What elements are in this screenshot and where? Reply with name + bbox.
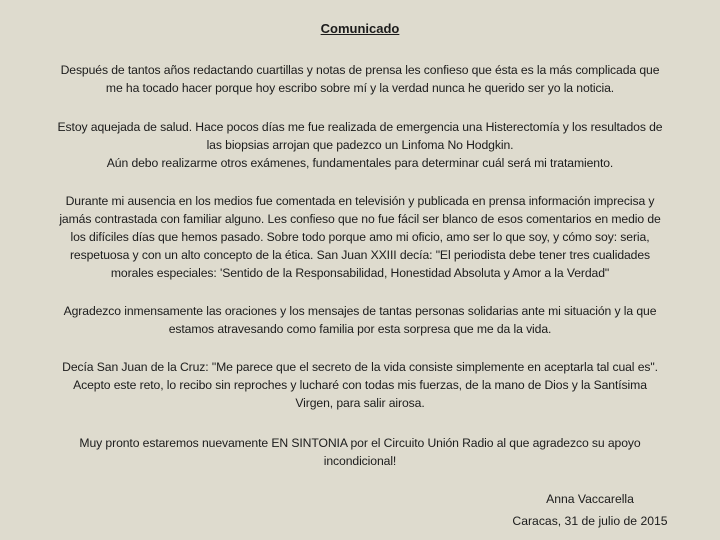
paragraph-line: respetuosa y con un alto concepto de la ética. San Juan XXIII decía: "El periodista debe tener tres cualidades (69, 248, 651, 262)
paragraph-thanks (30, 302, 690, 338)
paragraph-line: me ha tocado hacer porque hoy escribo sobre mí y la verdad nunca he querido ser yo la noticia. (105, 81, 615, 95)
paragraph-intro (30, 61, 690, 97)
paragraph-line: estamos atravesando como familia por esta sorpresa que me da la vida. (168, 322, 552, 336)
paragraph-line: Estoy aquejada de salud. Hace pocos días me fue realizada de emergencia una Histerectomía y los resultados de (57, 120, 663, 134)
paragraph-exams (30, 154, 690, 172)
signature-place-date: Caracas, 31 de julio de 2015 (512, 514, 668, 528)
paragraph-line: Después de tantos años redactando cuartillas y notas de prensa les confieso que ésta es la más complicada que (60, 63, 660, 77)
paragraph-line: los difíciles días que hemos pasado. Sobre todo porque amo mi oficio, amo ser lo que soy, y cómo soy: seria, (70, 230, 650, 244)
paragraph-media (30, 192, 690, 282)
paragraph-closing (30, 434, 690, 470)
paragraph-line: jamás contrastada con familiar alguno. Les confieso que no fue fácil ser blanco de esos comentarios en medio de (59, 212, 661, 226)
paragraph-line: Decía San Juan de la Cruz: "Me parece que el secreto de la vida consiste simplemente en aceptarla tal cual es". (62, 360, 658, 374)
paragraph-line: morales especiales: 'Sentido de la Responsabilidad, Honestidad Absoluta y Amor a la Verdad" (110, 266, 610, 280)
paragraph-line: Agradezco inmensamente las oraciones y los mensajes de tantas personas solidarias ante mi situación y la que (63, 304, 657, 318)
paragraph-line: Muy pronto estaremos nuevamente EN SINTONIA por el Circuito Unión Radio al que agradezco su apoyo (79, 436, 641, 450)
paragraph-line: incondicional! (323, 454, 397, 468)
paragraph-line: Durante mi ausencia en los medios fue comentada en televisión y publicada en prensa información imprecisa y (65, 194, 655, 208)
document-title: Comunicado (320, 21, 400, 36)
paragraph-line: Aún debo realizarme otros exámenes, fundamentales para determinar cuál será mi tratamiento. (106, 156, 614, 170)
paragraph-line: Virgen, para salir airosa. (295, 396, 425, 410)
paragraph-line: las biopsias arrojan que padezco un Linfoma No Hodgkin. (206, 138, 514, 152)
paragraph-line: Acepto este reto, lo recibo sin reproches y lucharé con todas mis fuerzas, de la mano de Dios y la Santísima (73, 378, 647, 392)
signature-name: Anna Vaccarella (546, 492, 634, 506)
paragraph-quote (30, 358, 690, 412)
paragraph-health (30, 118, 690, 154)
